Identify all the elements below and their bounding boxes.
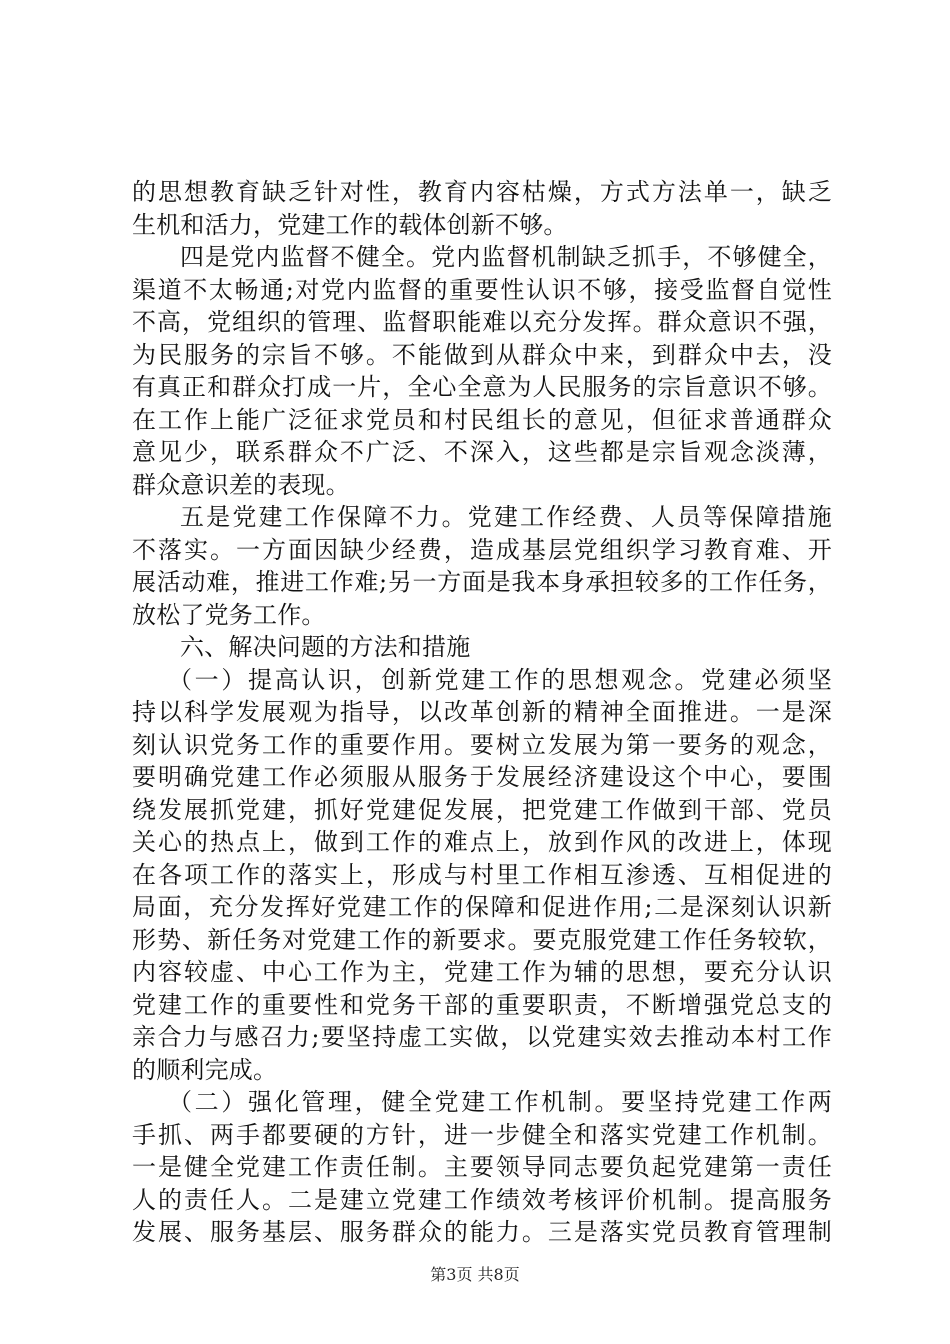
text-line: 不高，党组织的管理、监督职能难以充分发挥。群众意识不强， (132, 308, 832, 336)
text-line: 在各项工作的落实上，形成与村里工作相互渗透、互相促进的 (132, 860, 832, 889)
text-line: 的思想教育缺乏针对性，教育内容枯燥，方式方法单一，缺乏 (132, 178, 832, 206)
text-line: 展活动难，推进工作难;另一方面是我本身承担较多的工作任务， (132, 568, 832, 596)
text-line: 党建工作的重要性和党务干部的重要职责，不断增强党总支的 (132, 990, 832, 1019)
text-line: 要明确党建工作必须服从服务于发展经济建设这个中心，要围 (132, 763, 832, 791)
text-line: 的顺利完成。 (132, 1055, 278, 1084)
text-line: 发展、服务基层、服务群众的能力。三是落实党员教育管理制 (132, 1218, 832, 1246)
paragraph-start-line: 五是党建工作保障不力。党建工作经费、人员等保障措施 (180, 503, 832, 531)
text-line: 为民服务的宗旨不够。不能做到从群众中来，到群众中去，没 (132, 340, 832, 369)
text-line: 持以科学发展观为指导，以改革创新的精神全面推进。一是深 (132, 698, 832, 726)
text-line: 生机和活力，党建工作的载体创新不够。 (132, 210, 568, 239)
text-line: 亲合力与感召力;要坚持虚工实做，以党建实效去推动本村工作 (132, 1023, 832, 1051)
text-line: 有真正和群众打成一片，全心全意为人民服务的宗旨意识不够。 (132, 373, 832, 401)
text-line: 局面，充分发挥好党建工作的保障和促进作用;二是深刻认识新 (132, 893, 832, 921)
page-number-footer: 第3页 共8页 (430, 1265, 520, 1284)
text-line: 在工作上能广泛征求党员和村民组长的意见，但征求普通群众 (132, 405, 832, 434)
text-line: 手抓、两手都要硬的方针，进一步健全和落实党建工作机制。 (132, 1120, 832, 1149)
text-line: 刻认识党务工作的重要作用。要树立发展为第一要务的观念， (132, 730, 832, 759)
text-line: 形势、新任务对党建工作的新要求。要克服党建工作任务较软， (132, 925, 832, 954)
text-line: 不落实。一方面因缺少经费，造成基层党组织学习教育难、开 (132, 535, 832, 564)
subsection-start-line: （一）提高认识，创新党建工作的思想观念。党建必须坚 (168, 665, 832, 694)
text-line: 放松了党务工作。 (132, 600, 326, 629)
text-line: 人的责任人。二是建立党建工作绩效考核评价机制。提高服务 (132, 1185, 832, 1214)
paragraph-start-line: 四是党内监督不健全。党内监督机制缺乏抓手，不够健全， (180, 243, 832, 271)
text-line: 关心的热点上，做到工作的难点上，放到作风的改进上，体现 (132, 828, 832, 856)
text-line: 群众意识差的表现。 (132, 470, 350, 499)
section-heading: 六、解决问题的方法和措施 (180, 633, 471, 661)
text-line: 意见少，联系群众不广泛、不深入，这些都是宗旨观念淡薄， (132, 438, 832, 466)
text-line: 内容较虚、中心工作为主，党建工作为辅的思想，要充分认识 (132, 958, 832, 986)
document-body (132, 176, 832, 1249)
text-line: 绕发展抓党建，抓好党建促发展，把党建工作做到干部、党员 (132, 795, 832, 824)
text-line: 渠道不太畅通;对党内监督的重要性认识不够，接受监督自觉性 (132, 275, 832, 304)
subsection-start-line: （二）强化管理，健全党建工作机制。要坚持党建工作两 (168, 1088, 832, 1116)
text-line: 一是健全党建工作责任制。主要领导同志要负起党建第一责任 (132, 1153, 832, 1181)
